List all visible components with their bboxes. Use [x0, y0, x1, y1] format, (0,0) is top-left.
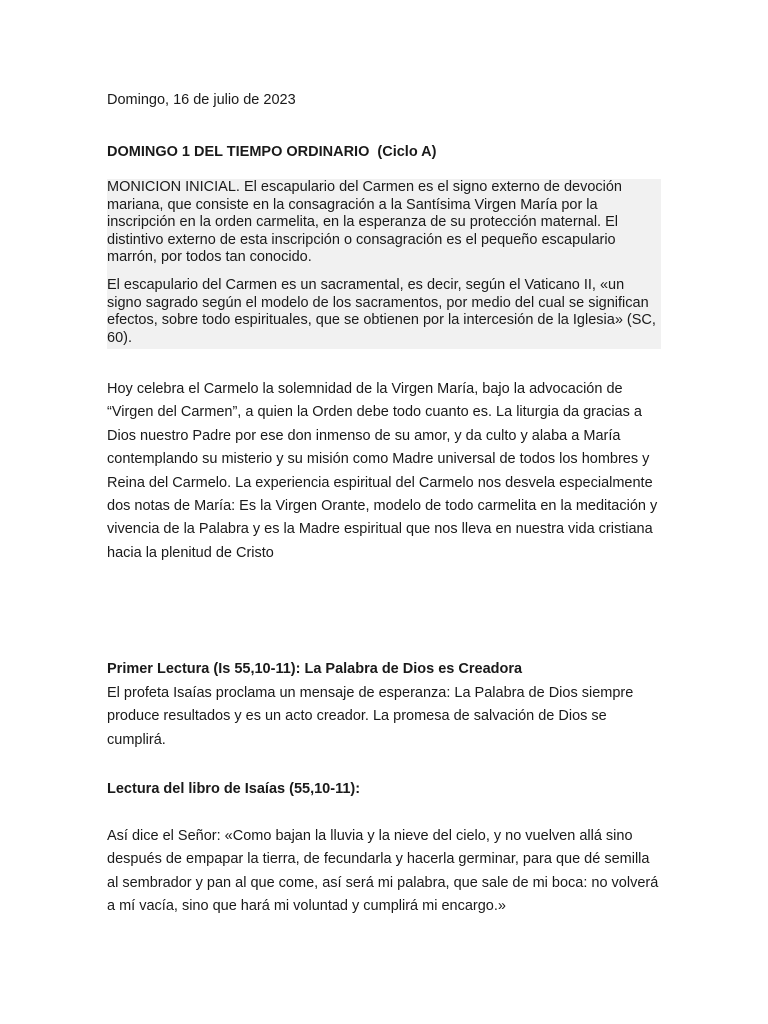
first-reading-heading: Primer Lectura (Is 55,10-11): La Palabra de Dios es Creadora: [107, 661, 523, 677]
book-reading-heading: Lectura del libro de Isaías (55,10-11):: [107, 781, 361, 797]
document-title: DOMINGO 1 DEL TIEMPO ORDINARIO (Ciclo A): [107, 144, 437, 160]
monicion-paragraph-1: MONICION INICIAL. El escapulario del Carmen es el signo externo de devoción mariana, que consiste en la consagración a la Santísima Virgen María por la inscripción en la orden carmelita, en la esperanza de su protección maternal. El distintivo externo de esta inscripción o consagración es el pequeño escapulario marrón, por todos tan conocido.: [107, 179, 622, 266]
first-reading-summary: El profeta Isaías proclama un mensaje de esperanza: La Palabra de Dios siempre produce resultados y es un acto creador. La promesa de salvación de Dios se cumplirá.: [107, 685, 634, 748]
document-date: Domingo, 16 de julio de 2023: [107, 92, 296, 108]
reading-text: Así dice el Señor: «Como bajan la lluvia y la nieve del cielo, y no vuelven allá sino después de empapar la tierra, de fecundarla y hacerla germinar, para que dé semilla al sembrador y pan al que come, así será mi palabra, que sale de mi boca: no volverá a mí vacía, sino que hará mi voluntad y cumplirá mi encargo.»: [107, 828, 659, 915]
intro-paragraph: Hoy celebra el Carmelo la solemnidad de la Virgen María, bajo la advocación de “Virgen del Carmen”, a quien la Orden debe todo cuanto es. La liturgia da gracias a Dios nuestro Padre por ese don inmenso de su amor, y da culto y alaba a María contemplando su misterio y su misión como Madre universal de todos los hombres y Reina del Carmelo. La experiencia espiritual del Carmelo nos desvela especialmente dos notas de María: Es la Virgen Orante, modelo de todo carmelita en la meditación y vivencia de la Palabra y es la Madre espiritual que nos lleva en nuestra vida cristiana hacia la plenitud de Cristo: [107, 381, 658, 561]
monicion-paragraph-2: El escapulario del Carmen es un sacramental, es decir, según el Vaticano II, «un signo sagrado según el modelo de los sacramentos, por medio del cual se significan efectos, sobre todo espirituales, que se obtienen por la intercesión de la Iglesia» (SC, 60).: [107, 276, 656, 346]
monicion-box: [107, 179, 661, 349]
